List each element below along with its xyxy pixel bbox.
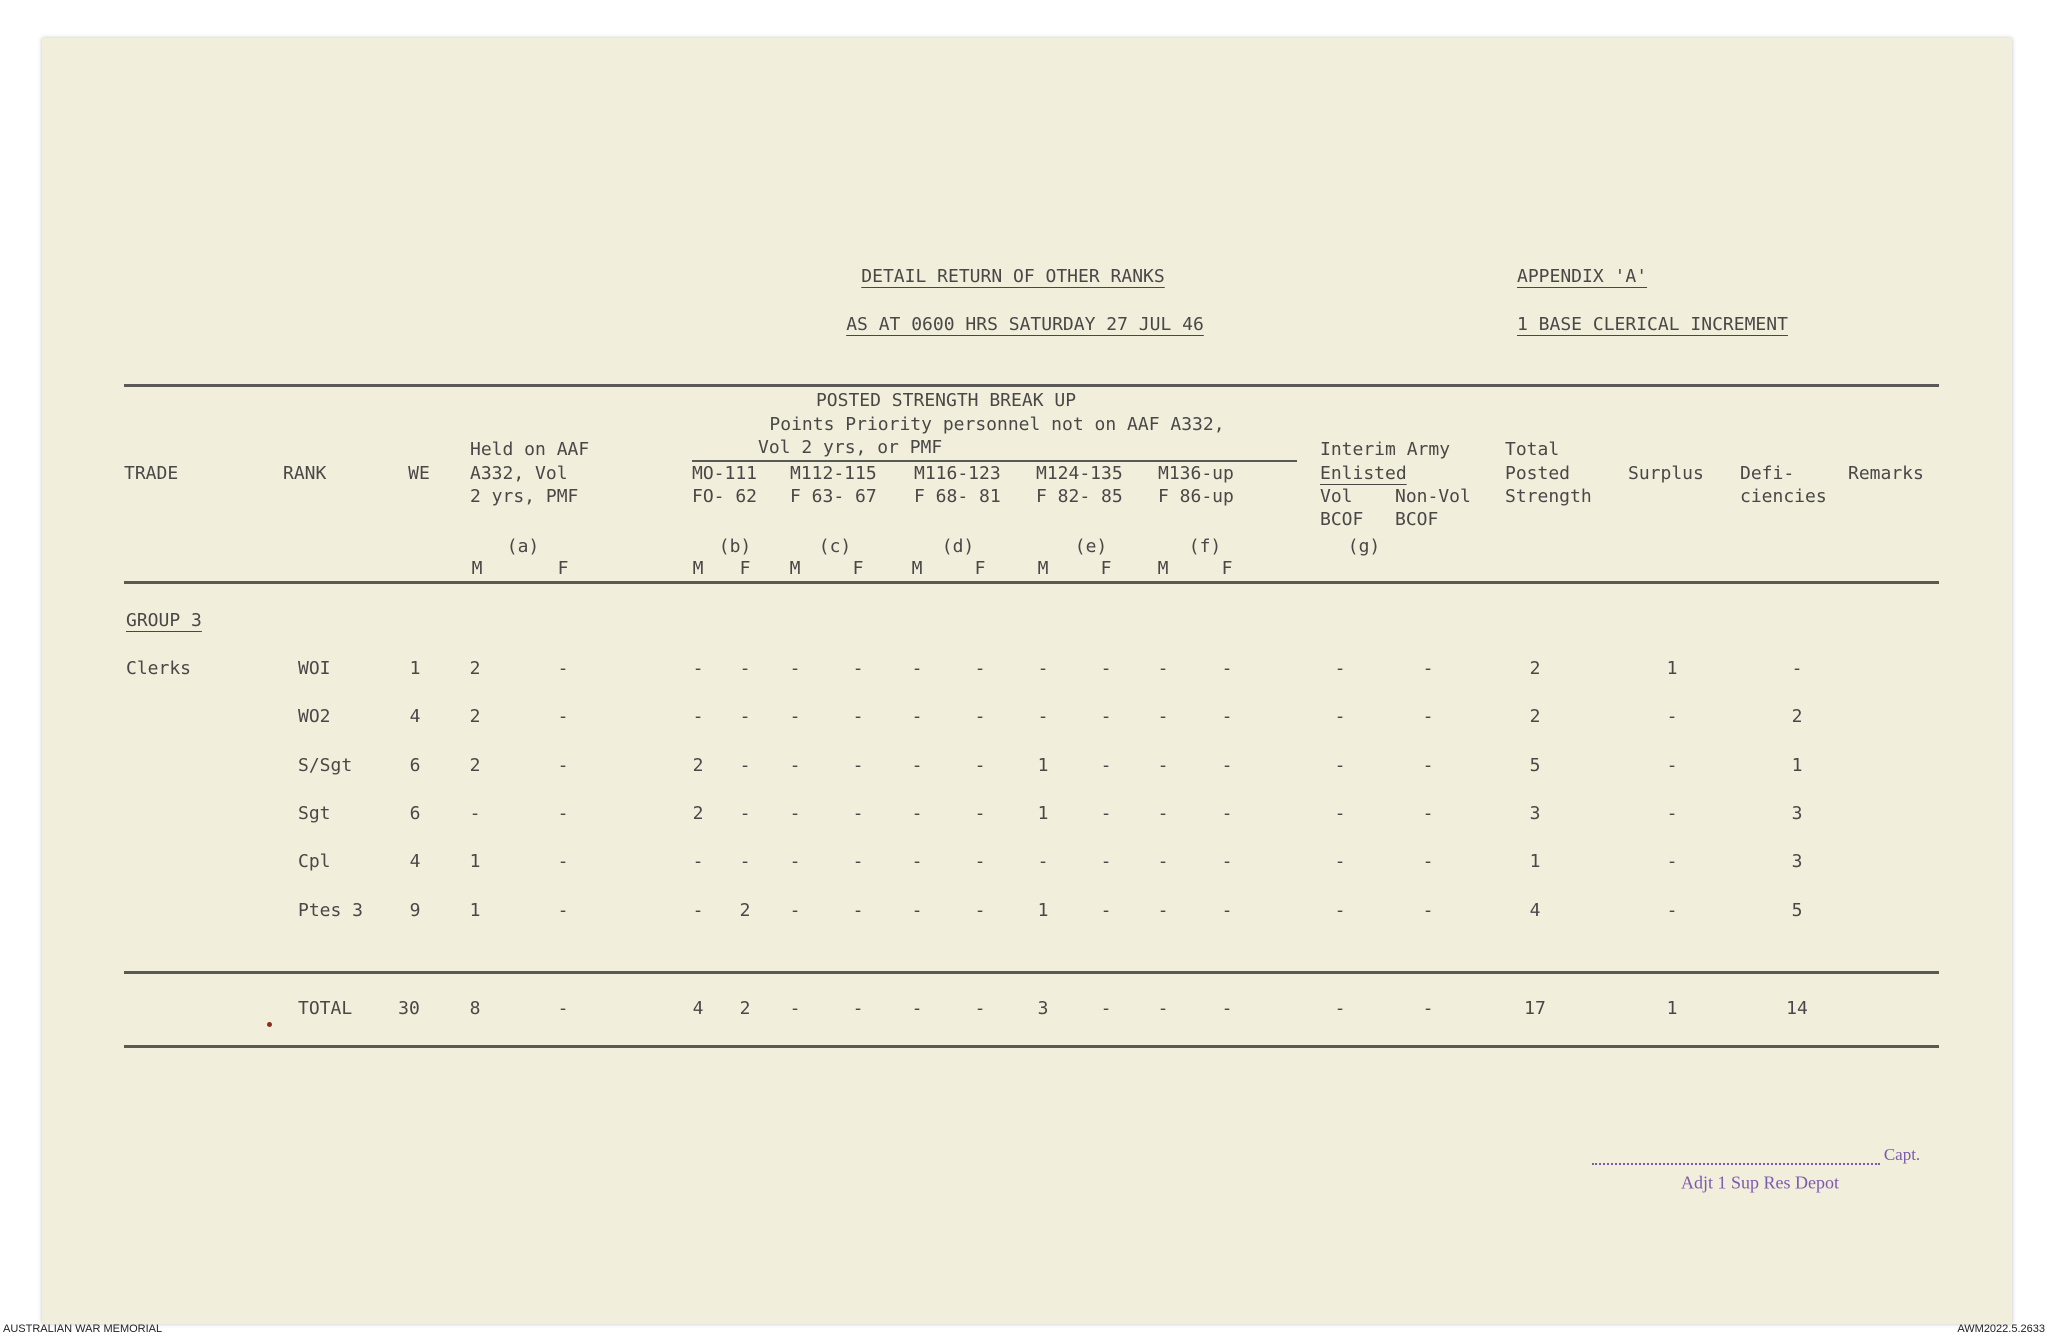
male-subheader: M [911, 558, 923, 579]
int_nonvol-cell: - [1422, 755, 1434, 776]
held_m-cell: 2 [469, 658, 481, 679]
rank-cell: Sgt [298, 803, 331, 824]
header-defi-line2: ciencies [1740, 486, 1827, 507]
c_m-cell: - [789, 900, 801, 921]
d_f-cell: - [974, 900, 986, 921]
header-b-letter: (b) [718, 536, 752, 557]
e_f-cell: - [1100, 803, 1112, 824]
f_f-cell: - [1221, 755, 1233, 776]
b_f-cell: - [739, 755, 751, 776]
e_m-cell: 1 [1037, 803, 1049, 824]
female-subheader: F [557, 558, 569, 579]
header-e-line2: F 82- 85 [1036, 486, 1123, 507]
d_m-cell: - [911, 658, 923, 679]
c_f-cell: - [852, 803, 864, 824]
footer-left-caption: AUSTRALIAN WAR MEMORIAL [3, 1323, 163, 1335]
signature-adjt: Adjt 1 Sup Res Depot [1680, 1172, 1840, 1193]
total-e_m-cell: 3 [1037, 998, 1049, 1019]
header-g-letter: (g) [1347, 536, 1381, 557]
rank-cell: Ptes 3 [298, 900, 364, 921]
surplus-cell: - [1666, 755, 1678, 776]
surplus-cell: - [1666, 803, 1678, 824]
c_m-cell: - [789, 851, 801, 872]
header-posted-sub2: Vol 2 yrs, or PMF [758, 437, 943, 458]
we-cell: 6 [409, 803, 421, 824]
surplus-cell: - [1666, 900, 1678, 921]
f_f-cell: - [1221, 900, 1233, 921]
header-held-line3: 2 yrs, PMF [470, 486, 579, 507]
b_f-cell: - [739, 803, 751, 824]
header-held-line2: A332, Vol [470, 463, 568, 484]
e_m-cell: - [1037, 658, 1049, 679]
c_m-cell: - [789, 755, 801, 776]
int_vol-cell: - [1334, 803, 1346, 824]
d_m-cell: - [911, 706, 923, 727]
int_vol-cell: - [1334, 900, 1346, 921]
f_f-cell: - [1221, 803, 1233, 824]
total-b_f-cell: 2 [739, 998, 751, 1019]
int_vol-cell: - [1334, 851, 1346, 872]
total-held_f-cell: - [557, 998, 569, 1019]
header-c-line1: M112-115 [790, 463, 877, 484]
f_f-cell: - [1221, 658, 1233, 679]
d_m-cell: - [911, 755, 923, 776]
held_f-cell: - [557, 900, 569, 921]
signature-line [1592, 1163, 1880, 1165]
d_f-cell: - [974, 706, 986, 727]
male-subheader: M [1157, 558, 1169, 579]
trade-name: Clerks [126, 658, 192, 679]
held_f-cell: - [557, 706, 569, 727]
unit-label: 1 BASE CLERICAL INCREMENT [1517, 314, 1788, 335]
e_m-cell: - [1037, 851, 1049, 872]
header-e-letter: (e) [1074, 536, 1108, 557]
header-d-line2: F 68- 81 [914, 486, 1001, 507]
header-trade: TRADE [124, 463, 179, 484]
ink-spot [267, 1022, 272, 1027]
header-b-line1: MO-111 [692, 463, 758, 484]
held_m-cell: 1 [469, 900, 481, 921]
c_f-cell: - [852, 658, 864, 679]
b_m-cell: - [692, 706, 704, 727]
male-subheader: M [1037, 558, 1049, 579]
total-top-rule [124, 971, 1939, 974]
female-subheader: F [974, 558, 986, 579]
total-we-cell: 30 [398, 998, 420, 1019]
f_m-cell: - [1157, 658, 1169, 679]
header-rank: RANK [283, 463, 327, 484]
int_nonvol-cell: - [1422, 851, 1434, 872]
header-e-line1: M124-135 [1036, 463, 1123, 484]
header-held-line1: Held on AAF [470, 439, 590, 460]
total_posted-cell: 3 [1529, 803, 1541, 824]
c_f-cell: - [852, 755, 864, 776]
b_m-cell: 2 [692, 803, 704, 824]
e_m-cell: - [1037, 706, 1049, 727]
total-d_m-cell: - [911, 998, 923, 1019]
header-nonvol: Non-Vol [1395, 486, 1471, 507]
total-label: TOTAL [298, 998, 353, 1019]
held_m-cell: 2 [469, 706, 481, 727]
int_nonvol-cell: - [1422, 803, 1434, 824]
appendix-label: APPENDIX 'A' [1517, 266, 1648, 287]
held_f-cell: - [557, 803, 569, 824]
header-surplus: Surplus [1628, 463, 1704, 484]
female-subheader: F [852, 558, 864, 579]
total-f_m-cell: - [1157, 998, 1169, 1019]
b_f-cell: - [739, 851, 751, 872]
male-subheader: M [789, 558, 801, 579]
deficiencies-cell: 2 [1791, 706, 1803, 727]
header-d-letter: (d) [941, 536, 975, 557]
d_m-cell: - [911, 851, 923, 872]
header-interim-line2: Enlisted [1320, 463, 1407, 484]
held_m-cell: - [469, 803, 481, 824]
f_m-cell: - [1157, 706, 1169, 727]
f_m-cell: - [1157, 851, 1169, 872]
total_posted-cell: 2 [1529, 658, 1541, 679]
int_vol-cell: - [1334, 755, 1346, 776]
held_m-cell: 1 [469, 851, 481, 872]
female-subheader: F [1221, 558, 1233, 579]
rank-cell: WO2 [298, 706, 331, 727]
header-c-letter: (c) [818, 536, 852, 557]
e_f-cell: - [1100, 755, 1112, 776]
b_f-cell: 2 [739, 900, 751, 921]
total-int_nonvol-cell: - [1422, 998, 1434, 1019]
header-b-line2: FO- 62 [692, 486, 758, 507]
we-cell: 1 [409, 658, 421, 679]
header-vol: Vol [1320, 486, 1353, 507]
total-deficiencies-cell: 14 [1786, 998, 1808, 1019]
int_nonvol-cell: - [1422, 706, 1434, 727]
deficiencies-cell: 1 [1791, 755, 1803, 776]
total_posted-cell: 5 [1529, 755, 1541, 776]
d_f-cell: - [974, 803, 986, 824]
footer-right-caption: AWM2022.5.2633 [1957, 1323, 2045, 1335]
f_m-cell: - [1157, 900, 1169, 921]
deficiencies-cell: 3 [1791, 851, 1803, 872]
total-bottom-rule [124, 1045, 1939, 1048]
b_m-cell: - [692, 851, 704, 872]
e_f-cell: - [1100, 900, 1112, 921]
we-cell: 9 [409, 900, 421, 921]
d_f-cell: - [974, 755, 986, 776]
total-f_f-cell: - [1221, 998, 1233, 1019]
document-subtitle: AS AT 0600 HRS SATURDAY 27 JUL 46 [846, 314, 1204, 335]
e_m-cell: 1 [1037, 755, 1049, 776]
held_f-cell: - [557, 851, 569, 872]
group-label: GROUP 3 [126, 610, 202, 631]
e_m-cell: 1 [1037, 900, 1049, 921]
total-surplus-cell: 1 [1666, 998, 1678, 1019]
header-total-line3: Strength [1505, 486, 1592, 507]
header-posted-sub1: Points Priority personnel not on AAF A332, [769, 414, 1225, 435]
b_f-cell: - [739, 658, 751, 679]
we-cell: 4 [409, 851, 421, 872]
rank-cell: S/Sgt [298, 755, 353, 776]
e_f-cell: - [1100, 851, 1112, 872]
header-we: WE [408, 463, 430, 484]
deficiencies-cell: 5 [1791, 900, 1803, 921]
header-bcof-nonvol: BCOF [1395, 509, 1439, 530]
c_f-cell: - [852, 706, 864, 727]
b_m-cell: 2 [692, 755, 704, 776]
c_m-cell: - [789, 706, 801, 727]
total_posted-cell: 4 [1529, 900, 1541, 921]
we-cell: 4 [409, 706, 421, 727]
held_m-cell: 2 [469, 755, 481, 776]
header-total-line1: Total [1505, 439, 1560, 460]
total_posted-cell: 1 [1529, 851, 1541, 872]
total-int_vol-cell: - [1334, 998, 1346, 1019]
f_m-cell: - [1157, 755, 1169, 776]
int_nonvol-cell: - [1422, 658, 1434, 679]
header-f-line1: M136-up [1158, 463, 1234, 484]
header-bottom-rule [124, 581, 1939, 584]
int_vol-cell: - [1334, 658, 1346, 679]
d_f-cell: - [974, 658, 986, 679]
surplus-cell: 1 [1666, 658, 1678, 679]
b_m-cell: - [692, 658, 704, 679]
rank-cell: WOI [298, 658, 331, 679]
deficiencies-cell: - [1791, 658, 1803, 679]
c_m-cell: - [789, 658, 801, 679]
b_f-cell: - [739, 706, 751, 727]
total-held_m-cell: 8 [469, 998, 481, 1019]
held_f-cell: - [557, 755, 569, 776]
document-title: DETAIL RETURN OF OTHER RANKS [861, 266, 1165, 287]
male-subheader: M [471, 558, 483, 579]
c_f-cell: - [852, 900, 864, 921]
c_m-cell: - [789, 803, 801, 824]
b_m-cell: - [692, 900, 704, 921]
header-interim-line1: Interim Army [1320, 439, 1451, 460]
header-total-line2: Posted [1505, 463, 1571, 484]
d_m-cell: - [911, 900, 923, 921]
we-cell: 6 [409, 755, 421, 776]
header-f-line2: F 86-up [1158, 486, 1234, 507]
f_m-cell: - [1157, 803, 1169, 824]
female-subheader: F [739, 558, 751, 579]
header-d-line1: M116-123 [914, 463, 1001, 484]
header-f-letter: (f) [1188, 536, 1222, 557]
total_posted-cell: 2 [1529, 706, 1541, 727]
f_f-cell: - [1221, 706, 1233, 727]
document-page [42, 38, 2012, 1324]
d_f-cell: - [974, 851, 986, 872]
female-subheader: F [1100, 558, 1112, 579]
e_f-cell: - [1100, 658, 1112, 679]
total-b_m-cell: 4 [692, 998, 704, 1019]
total-e_f-cell: - [1100, 998, 1112, 1019]
signature-capt: Capt. [1883, 1145, 1921, 1164]
header-posted-title: POSTED STRENGTH BREAK UP [815, 390, 1077, 411]
total-c_f-cell: - [852, 998, 864, 1019]
surplus-cell: - [1666, 706, 1678, 727]
int_vol-cell: - [1334, 706, 1346, 727]
posted-strength-rule [692, 460, 1297, 462]
e_f-cell: - [1100, 706, 1112, 727]
header-bcof-vol: BCOF [1320, 509, 1364, 530]
d_m-cell: - [911, 803, 923, 824]
header-defi-line1: Defi- [1740, 463, 1795, 484]
deficiencies-cell: 3 [1791, 803, 1803, 824]
header-c-line2: F 63- 67 [790, 486, 877, 507]
male-subheader: M [692, 558, 704, 579]
int_nonvol-cell: - [1422, 900, 1434, 921]
total-total_posted-cell: 17 [1524, 998, 1546, 1019]
total-c_m-cell: - [789, 998, 801, 1019]
header-remarks: Remarks [1848, 463, 1924, 484]
total-d_f-cell: - [974, 998, 986, 1019]
rank-cell: Cpl [298, 851, 331, 872]
c_f-cell: - [852, 851, 864, 872]
table-top-rule [124, 384, 1939, 387]
f_f-cell: - [1221, 851, 1233, 872]
surplus-cell: - [1666, 851, 1678, 872]
header-held-letter: (a) [506, 536, 540, 557]
held_f-cell: - [557, 658, 569, 679]
